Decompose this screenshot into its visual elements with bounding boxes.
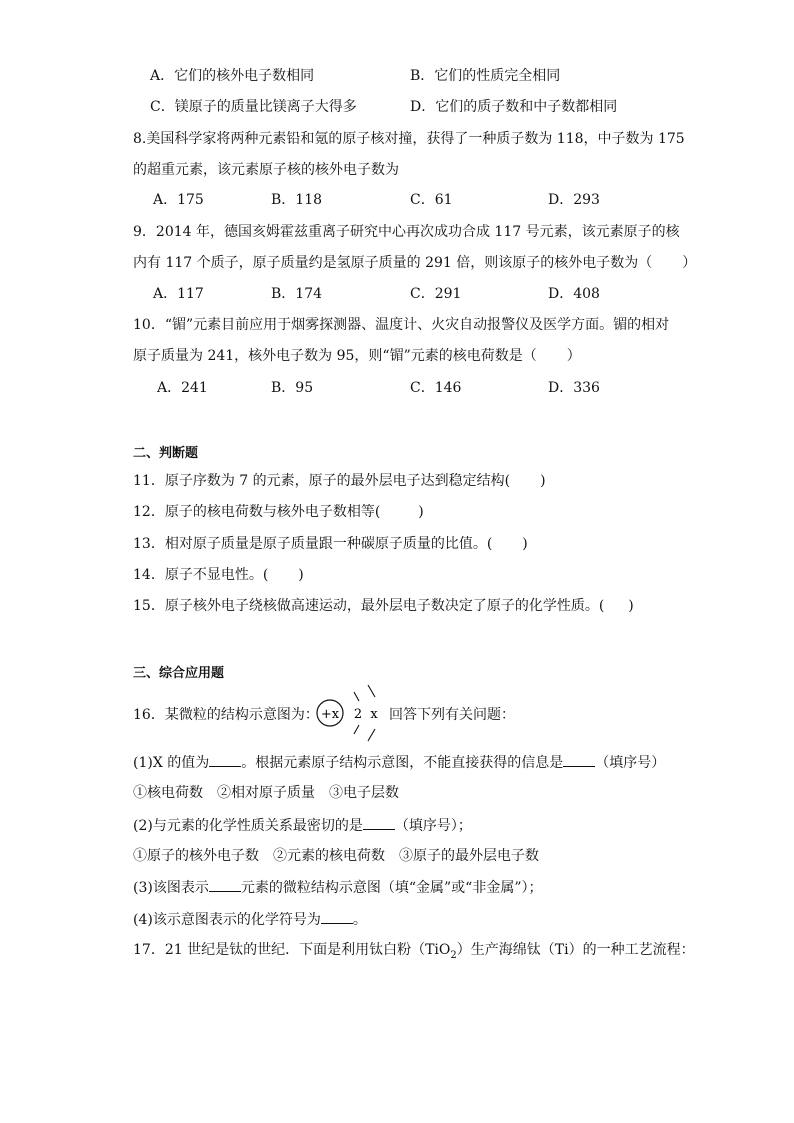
q8-line2: 的超重元素，该元素原子核的核外电子数为: [133, 162, 399, 178]
q17-b: ）生产海绵钛（Ti）的一种工艺流程：: [456, 942, 695, 958]
q16-p2-b: （填序号）；: [394, 818, 472, 834]
q16-part1-options: ①核电荷数 ②相对原子质量 ③电子层数: [133, 785, 399, 801]
q12: [133, 502, 424, 522]
q9-line2-text: 内有 117 个质子，原子质量约是氢原子质量的 291 倍，则该原子的核外电子数为（: [133, 255, 653, 271]
answer-blank-1[interactable]: [209, 752, 241, 767]
q16-part2-options: ①原子的核外电子数 ②元素的核电荷数 ③原子的最外层电子数: [133, 848, 539, 864]
q10-line2-end: ）: [566, 348, 581, 364]
q9-option-c: C．291: [410, 286, 462, 302]
q14-end: ): [298, 567, 304, 583]
q8-option-a: A．175: [153, 192, 204, 208]
answer-blank-3[interactable]: [363, 815, 395, 830]
q16-part3: [133, 877, 542, 898]
q9-line1: 9．2014 年，德国亥姆霍兹重离子研究中心再次成功合成 117 号元素，该元素原子的核: [133, 224, 680, 240]
q8-option-d: D．293: [548, 192, 600, 208]
q16-intro: 16．某微粒的结构示意图为：: [133, 707, 319, 723]
q12-end: ): [418, 504, 424, 520]
q10-line2: [133, 346, 581, 366]
q16-p4-a: (4)该示意图表示的化学符号为: [133, 912, 321, 928]
q9-option-b: B．174: [271, 286, 323, 302]
q16-p1-a: (1)X 的值为: [133, 755, 210, 771]
q10-line1: 10．“镅”元素目前应用于烟雾探测器、温度计、火灾自动报警仪及医学方面。镅的相对: [133, 317, 670, 333]
q17-line: [133, 940, 695, 966]
q16-p4-b: 。: [352, 912, 367, 928]
q14: [133, 565, 304, 585]
q11-text: 11．原子序数为 7 的元素，原子的最外层电子达到稳定结构(: [133, 473, 511, 489]
shell1-electrons: 2: [353, 707, 363, 722]
q7-option-d: D．它们的质子数和中子数都相同: [410, 99, 618, 115]
q8-option-b: B．118: [271, 192, 323, 208]
q14-text: 14．原子不显电性。(: [133, 567, 269, 583]
section-3-title: 三、综合应用题: [133, 666, 225, 681]
q16-part1: [133, 752, 665, 773]
q12-text: 12．原子的核电荷数与核外电子数相等(: [133, 504, 381, 520]
q10-option-a: A．241: [157, 380, 208, 396]
q15-text: 15．原子核外电子绕核做高速运动，最外层电子数决定了原子的化学性质。(: [133, 598, 605, 614]
q15: [133, 596, 634, 616]
q16-part4: [133, 909, 367, 930]
q9-line2-end: ）: [682, 255, 697, 271]
q7-option-a: A．它们的核外电子数相同: [150, 68, 315, 84]
answer-blank-4[interactable]: [209, 877, 241, 892]
q16-p2-a: (2)与元素的化学性质关系最密切的是: [133, 818, 363, 834]
q11: [133, 471, 546, 491]
q16-part2: [133, 815, 472, 836]
nucleus-charge: +x: [320, 707, 340, 722]
q16-after-diagram: 回答下列有关问题：: [389, 707, 515, 723]
atom-structure-diagram: [312, 683, 392, 743]
q16-p1-c: （填序号）: [595, 755, 666, 771]
q7-option-c: C．镁原子的质量比镁离子大得多: [150, 99, 357, 115]
q15-end: ): [628, 598, 634, 614]
q16-p1-b: 。根据元素原子结构示意图，不能直接获得的信息是: [241, 755, 564, 771]
q8-line1: 8.美国科学家将两种元素铅和氪的原子核对撞，获得了一种质子数为 118，中子数为 175: [133, 131, 685, 147]
q10-option-d: D．336: [548, 380, 600, 396]
q13-end: ): [522, 536, 528, 552]
q10-line2-text: 原子质量为 241，核外电子数为 95，则“镅”元素的核电荷数是（: [133, 348, 537, 364]
q16-p3-a: (3)该图表示: [133, 880, 209, 896]
q7-option-b: B．它们的性质完全相同: [410, 68, 561, 84]
q9-option-d: D．408: [548, 286, 600, 302]
answer-blank-2[interactable]: [563, 752, 595, 767]
section-2-title: 二、判断题: [133, 446, 199, 461]
q13: [133, 534, 528, 554]
q9-option-a: A．117: [153, 286, 204, 302]
q17-a: 17．21 世纪是钛的世纪．下面是利用钛白粉（TiO: [133, 942, 451, 958]
answer-blank-5[interactable]: [321, 909, 353, 924]
q9-line2: [133, 253, 696, 273]
q11-end: ): [540, 473, 546, 489]
q10-option-b: B．95: [271, 380, 314, 396]
q17-subscript: 2: [450, 949, 457, 961]
q8-option-c: C．61: [410, 192, 453, 208]
q16-p3-b: 元素的微粒结构示意图（填“金属”或“非金属”）；: [240, 880, 543, 896]
q13-text: 13．相对原子质量是原子质量跟一种碳原子质量的比值。(: [133, 536, 493, 552]
q10-option-c: C．146: [410, 380, 462, 396]
shell2-electrons: x: [370, 707, 378, 722]
